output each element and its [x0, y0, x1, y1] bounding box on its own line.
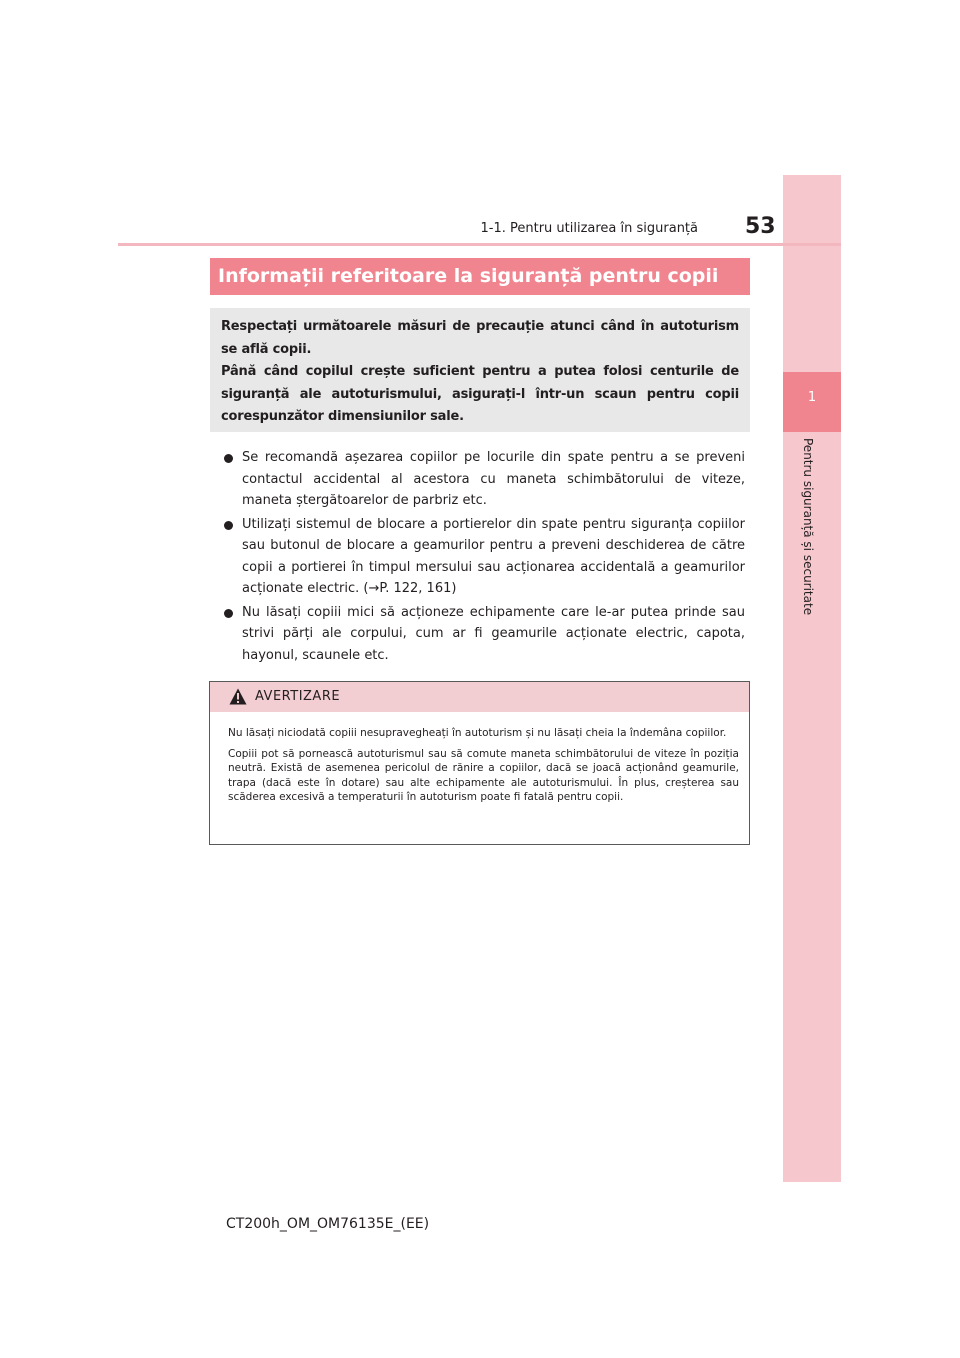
page-number: 53: [745, 214, 776, 239]
bullet-list: [222, 447, 745, 668]
bullet-item: [222, 514, 745, 600]
bullet-item: [222, 447, 745, 512]
bullet-text: Se recomandă așezarea copiilor pe locurile din spate pentru a se preveni contactul accidental al acestora cu maneta schimbătorului de viteze, maneta ștergătoarelor de parbriz etc.: [242, 450, 745, 508]
bullet-dot-icon: [224, 521, 233, 530]
bullet-item: [222, 602, 745, 667]
warning-box: [209, 681, 750, 845]
document-code: CT200h_OM_OM76135E_(EE): [226, 1216, 430, 1232]
warning-paragraph: Copiii pot să pornească autoturismul sau să comute maneta schimbătorului de viteze în poziția neutră. Există de asemenea pericolul de rănire a copiilor, dacă se joacă acționând geamurile, trapa (dacă este în dotare) sau alte echipamente ale autoturismului. În plus, creșterea sau scăderea excesivă a temperaturii în autoturism poate fi fatală pentru copii.: [228, 747, 739, 803]
bullet-text: Nu lăsați copiii mici să acționeze echipamente care le-ar putea prinde sau strivi părți ale corpului, cum ar fi geamurile acționate electric, capota, hayonul, scaunele etc.: [242, 604, 745, 663]
header-divider: [118, 243, 841, 246]
warning-body: [210, 712, 749, 805]
chapter-number: 1: [807, 390, 817, 405]
bullet-dot-icon: [224, 609, 233, 618]
chapter-title: Pentru siguranță și securitate: [801, 438, 815, 616]
warning-title: AVERTIZARE: [255, 689, 341, 704]
intro-box: [210, 308, 750, 432]
warning-triangle-icon: [229, 688, 247, 705]
section-title-bar: [210, 258, 750, 295]
section-title: Informații referitoare la siguranță pentru copii: [218, 265, 719, 287]
bullet-text: Utilizați sistemul de blocare a portierelor din spate pentru siguranța copiilor sau butonul de blocare a geamurilor pentru a preveni deschiderea de către copii a portierei în timpul mersului sau acționarea accidentală a geamurilor acționate electric. (→P. 122, 161): [242, 516, 745, 596]
chapter-sidebar: [783, 175, 841, 1182]
warning-paragraph: Nu lăsați niciodată copiii nesupravegheați în autoturism și nu lăsați cheia la îndemâna copiilor.: [228, 727, 727, 739]
bullet-dot-icon: [224, 454, 233, 463]
warning-header: [210, 682, 749, 712]
section-reference: 1-1. Pentru utilizarea în siguranță: [480, 221, 698, 236]
intro-paragraph: Respectați următoarele măsuri de precauție atunci când în autoturism se află copii.: [221, 319, 739, 357]
intro-paragraph: Până când copilul crește suficient pentru a putea folosi centurile de siguranță ale autoturismului, asigurați-l într-un scaun pentru copii corespunzător dimensiunilor sale.: [221, 364, 739, 424]
